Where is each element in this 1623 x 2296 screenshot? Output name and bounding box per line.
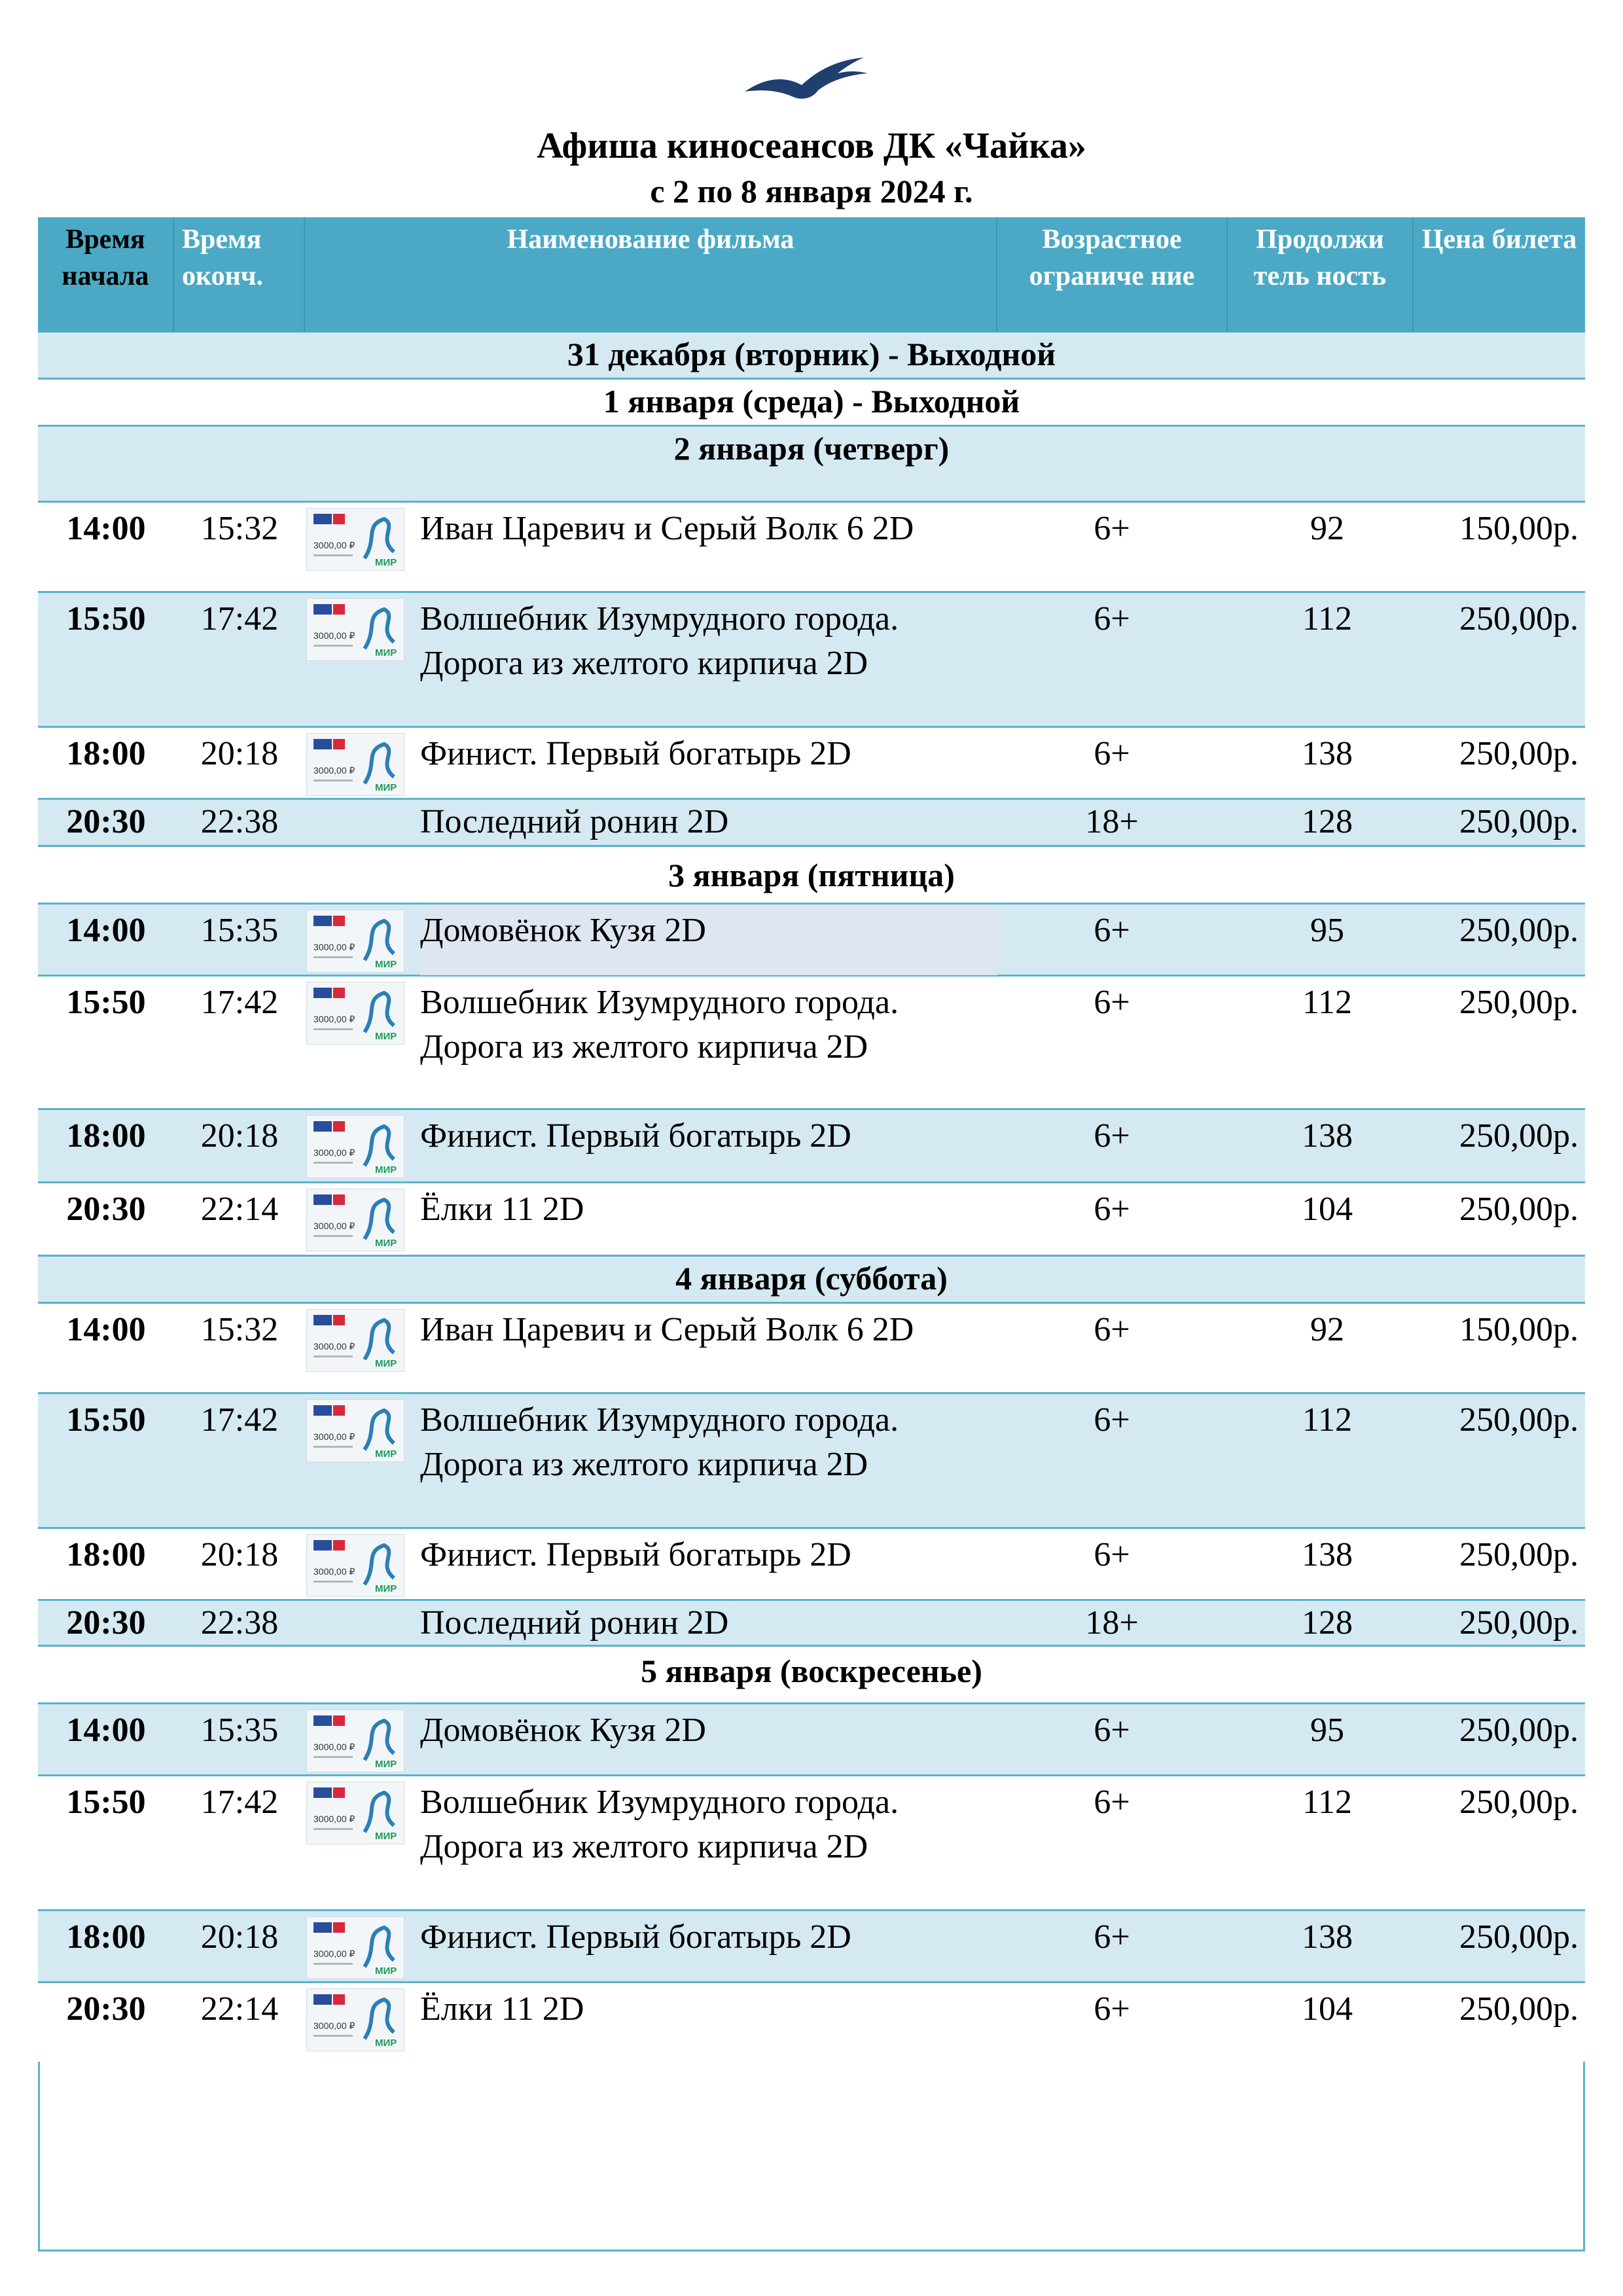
poster-thumbnail: 3000,00 ₽ МИР	[306, 1988, 404, 2051]
start-time: 18:00	[66, 1918, 146, 1956]
column-film: Наименование фильма	[305, 217, 997, 332]
age-rating: 18+	[1085, 1604, 1139, 1641]
age-rating: 6+	[1094, 1401, 1130, 1439]
age-rating: 6+	[1094, 984, 1130, 1021]
seagull-logo-icon	[740, 51, 883, 110]
session-row	[38, 800, 1585, 847]
price: 250,00р.	[1459, 735, 1578, 772]
duration: 138	[1302, 735, 1353, 772]
session-row	[38, 1911, 1585, 1983]
start-time: 18:00	[66, 735, 146, 772]
price: 250,00р.	[1459, 984, 1578, 1021]
poster-thumbnail: 3000,00 ₽ МИР	[306, 1710, 404, 1772]
start-time: 18:00	[66, 1536, 146, 1573]
duration: 112	[1302, 984, 1353, 1021]
start-time: 15:50	[66, 600, 146, 637]
session-row	[38, 728, 1585, 800]
session-row	[38, 1110, 1585, 1183]
session-row	[38, 977, 1585, 1110]
session-row	[38, 503, 1585, 593]
duration: 92	[1310, 510, 1344, 547]
start-time: 18:00	[66, 1117, 146, 1155]
film-title: Домовёнок Кузя 2D	[420, 912, 706, 949]
film-title: Последний ронин 2D	[420, 803, 729, 840]
duration: 112	[1302, 1401, 1353, 1439]
session-row	[38, 1601, 1585, 1647]
end-time: 15:35	[200, 1712, 279, 1749]
end-time: 22:14	[200, 1990, 279, 2028]
film-title: Ёлки 11 2D	[420, 1191, 584, 1228]
day-header-row	[38, 847, 1585, 905]
poster-thumbnail: 3000,00 ₽ МИР	[306, 1782, 404, 1844]
film-title: Домовёнок Кузя 2D	[420, 1712, 706, 1749]
film-title: Финист. Первый богатырь 2D	[420, 1536, 851, 1573]
end-time: 15:32	[200, 510, 279, 547]
price: 250,00р.	[1459, 1918, 1578, 1956]
end-time: 20:18	[200, 1536, 279, 1573]
duration: 138	[1302, 1536, 1353, 1573]
day-header-row	[38, 1647, 1585, 1704]
poster-thumbnail: 3000,00 ₽ МИР	[306, 1115, 404, 1178]
price: 250,00р.	[1459, 912, 1578, 949]
end-time: 17:42	[200, 600, 279, 637]
day-label: 5 января (воскресенье)	[641, 1653, 982, 1689]
start-time: 15:50	[66, 1401, 146, 1439]
column-price: Цена билета	[1421, 224, 1577, 255]
price: 150,00р.	[1459, 1311, 1578, 1348]
age-rating: 6+	[1094, 912, 1130, 949]
end-time: 22:38	[200, 1604, 279, 1641]
age-rating: 18+	[1085, 803, 1139, 840]
session-row	[38, 593, 1585, 728]
end-time: 22:14	[200, 1191, 279, 1228]
duration: 138	[1302, 1117, 1353, 1155]
age-rating: 6+	[1094, 1117, 1130, 1155]
price: 250,00р.	[1459, 803, 1578, 840]
end-time: 17:42	[200, 1784, 279, 1821]
end-time: 20:18	[200, 1918, 279, 1956]
poster-thumbnail: 3000,00 ₽ МИР	[306, 1534, 404, 1597]
start-time: 20:30	[66, 1604, 146, 1641]
session-row	[38, 1304, 1585, 1394]
start-time: 15:50	[66, 984, 146, 1021]
day-header-row	[38, 1257, 1585, 1304]
duration: 128	[1302, 1604, 1353, 1641]
age-rating: 6+	[1094, 1990, 1130, 2028]
poster-thumbnail: 3000,00 ₽ МИР	[306, 508, 404, 571]
price: 250,00р.	[1459, 1784, 1578, 1821]
day-label: 4 января (суббота)	[675, 1260, 948, 1297]
age-rating: 6+	[1094, 1918, 1130, 1956]
day-header-row	[38, 427, 1585, 503]
end-time: 20:18	[200, 1117, 279, 1155]
poster-thumbnail: 3000,00 ₽ МИР	[306, 982, 404, 1045]
film-title: Ёлки 11 2D	[420, 1990, 584, 2028]
poster-thumbnail: 3000,00 ₽ МИР	[306, 1189, 404, 1251]
age-rating: 6+	[1094, 1784, 1130, 1821]
start-time: 15:50	[66, 1784, 146, 1821]
column-start: Время начала	[38, 217, 174, 332]
price: 250,00р.	[1459, 1117, 1578, 1155]
duration: 138	[1302, 1918, 1353, 1956]
start-time: 20:30	[66, 803, 146, 840]
duration: 95	[1310, 912, 1344, 949]
poster-thumbnail: 3000,00 ₽ МИР	[306, 910, 404, 973]
poster-thumbnail: 3000,00 ₽ МИР	[306, 1399, 404, 1462]
age-rating: 6+	[1094, 1536, 1130, 1573]
age-rating: 6+	[1094, 1191, 1130, 1228]
end-time: 15:35	[200, 912, 279, 949]
price: 250,00р.	[1459, 1604, 1578, 1641]
session-row	[38, 1776, 1585, 1911]
end-time: 15:32	[200, 1311, 279, 1348]
price: 250,00р.	[1459, 1712, 1578, 1749]
column-end: Время оконч.	[174, 217, 305, 332]
age-rating: 6+	[1094, 1311, 1130, 1348]
session-row	[38, 1983, 1585, 2062]
age-rating: 6+	[1094, 600, 1130, 637]
film-title: Финист. Первый богатырь 2D	[420, 1117, 851, 1155]
film-title: Волшебник Изумрудного города. Дорога из желтого кирпича 2D	[420, 1401, 899, 1483]
film-title: Волшебник Изумрудного города. Дорога из желтого кирпича 2D	[420, 1784, 899, 1865]
duration: 112	[1302, 600, 1353, 637]
start-time: 14:00	[66, 912, 146, 949]
duration: 104	[1302, 1990, 1353, 2028]
film-title: Финист. Первый богатырь 2D	[420, 1918, 851, 1956]
poster-thumbnail: 3000,00 ₽ МИР	[306, 1916, 404, 1979]
poster-thumbnail: 3000,00 ₽ МИР	[306, 1309, 404, 1372]
day-label: 1 января (среда) - Выходной	[603, 383, 1020, 420]
duration: 95	[1310, 1712, 1344, 1749]
price: 250,00р.	[1459, 1191, 1578, 1228]
column-duration: Продолжи тель ность	[1228, 217, 1414, 332]
day-header-row	[38, 380, 1585, 427]
table-header	[38, 217, 1585, 332]
start-time: 14:00	[66, 510, 146, 547]
page-subtitle: с 2 по 8 января 2024 г.	[650, 173, 973, 209]
film-title: Иван Царевич и Серый Волк 6 2D	[420, 510, 914, 547]
age-rating: 6+	[1094, 1712, 1130, 1749]
start-time: 20:30	[66, 1191, 146, 1228]
price: 250,00р.	[1459, 1990, 1578, 2028]
session-row	[38, 905, 1585, 977]
start-time: 20:30	[66, 1990, 146, 2028]
poster-thumbnail: 3000,00 ₽ МИР	[306, 598, 404, 661]
price: 150,00р.	[1459, 510, 1578, 547]
session-row	[38, 1704, 1585, 1776]
end-time: 17:42	[200, 984, 279, 1021]
duration: 104	[1302, 1191, 1353, 1228]
age-rating: 6+	[1094, 735, 1130, 772]
end-time: 17:42	[200, 1401, 279, 1439]
poster-thumbnail: 3000,00 ₽ МИР	[306, 733, 404, 796]
film-title: Иван Царевич и Серый Волк 6 2D	[420, 1311, 914, 1348]
session-row	[38, 1529, 1585, 1601]
page-title: Афиша киносеансов ДК «Чайка»	[537, 126, 1086, 166]
session-row	[38, 1183, 1585, 1257]
column-age: Возрастное ограниче ние	[997, 217, 1228, 332]
session-row	[38, 1394, 1585, 1529]
day-label: 2 января (четверг)	[673, 430, 950, 467]
duration: 128	[1302, 803, 1353, 840]
start-time: 14:00	[66, 1712, 146, 1749]
duration: 92	[1310, 1311, 1344, 1348]
price: 250,00р.	[1459, 1536, 1578, 1573]
price: 250,00р.	[1459, 600, 1578, 637]
start-time: 14:00	[66, 1311, 146, 1348]
age-rating: 6+	[1094, 510, 1130, 547]
day-label: 31 декабря (вторник) - Выходной	[567, 336, 1056, 372]
film-title: Волшебник Изумрудного города. Дорога из желтого кирпича 2D	[420, 600, 899, 682]
price: 250,00р.	[1459, 1401, 1578, 1439]
day-header-row	[38, 332, 1585, 380]
film-title: Волшебник Изумрудного города. Дорога из желтого кирпича 2D	[420, 984, 899, 1066]
end-time: 20:18	[200, 735, 279, 772]
duration: 112	[1302, 1784, 1353, 1821]
day-label: 3 января (пятница)	[668, 857, 955, 893]
film-title: Последний ронин 2D	[420, 1604, 729, 1641]
film-title: Финист. Первый богатырь 2D	[420, 735, 851, 772]
end-time: 22:38	[200, 803, 279, 840]
